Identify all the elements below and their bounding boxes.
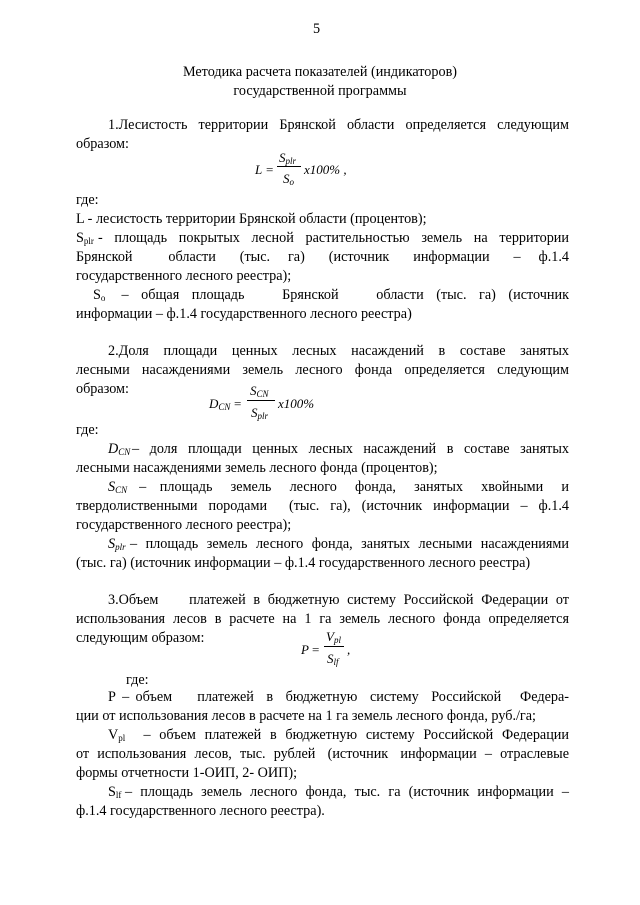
formula-numerator: $V_{pl}$: [326, 629, 341, 645]
section3-def-V-line3: формы отчетности 1-ОИП, 2- ОИП);: [76, 765, 298, 781]
section2-def-SCN-line2: твердолиственными породами (тыс. га), (источник информации – ф.1.4: [76, 498, 569, 514]
section3-def-V-symbol: $V_{pl}$: [108, 727, 126, 743]
formula-tail: ,: [347, 642, 351, 657]
section1-def-So-line1: – общая площадь Брянской области (тыс. га) (источник: [109, 287, 569, 303]
section3-def-P-line2: ции от использования лесов в расчете на 1 га земель лесного фонда, руб./га;: [76, 708, 536, 724]
section1-def-Splr-line1: - площадь покрытых лесной растительностью земель на территории: [98, 230, 569, 246]
section2-def-D-symbol: $D_{CN}$: [108, 441, 131, 457]
section2-def-SCN-symbol: $S_{CN}$: [108, 479, 128, 495]
page-number: 5: [313, 21, 321, 37]
section2-def-Splr-line1: – площадь земель лесного фонда, занятых лесными насаждениями: [130, 536, 569, 552]
formula-denominator: $S_{plr}$: [251, 405, 269, 421]
section2-def-D-line2: лесными насаждениями земель лесного фонда (процентов);: [76, 460, 438, 476]
section3-intro-line1: 3.Объем платежей в бюджетную систему Российской Федерации от: [108, 592, 569, 608]
section1-where: где:: [76, 192, 99, 208]
section1-def-So-line2: информации – ф.1.4 государственного лесного реестра): [76, 306, 412, 322]
formula-denominator: $S_{lf}$: [327, 651, 339, 667]
page-title-line1: Методика расчета показателей (индикаторов): [182, 64, 458, 80]
formula-lhs: L: [255, 162, 263, 177]
section1-def-Splr-symbol: $S_{plr}$: [76, 230, 94, 246]
section3-def-V-line2: от использования лесов, тыс. рублей (источник информации – отраслевые: [76, 746, 569, 762]
formula-lhs: P: [301, 642, 309, 657]
section1-def-Splr-line2: Брянской области (тыс. га) (источник информации – ф.1.4: [76, 249, 569, 265]
section3-def-Slf-line2: ф.1.4 государственного лесного реестра).: [76, 803, 325, 819]
section1-def-Splr-line3: государственного лесного реестра);: [76, 268, 292, 284]
section2-intro-line1: 2.Доля площади ценных лесных насаждений в составе занятых: [108, 343, 569, 359]
section2-def-Splr-symbol: $S_{plr}$: [108, 536, 126, 552]
section2-where: где:: [76, 422, 99, 438]
formula-eq: =: [234, 396, 242, 411]
formula-tail: x100%: [278, 396, 315, 411]
section2-def-D-line1: – доля площади ценных лесных насаждений в составе занятых: [132, 441, 569, 457]
section1-def-L: L - лесистость территории Брянской области (процентов);: [76, 211, 427, 227]
formula-numerator: $S_{plr}$: [279, 150, 297, 166]
formula-eq: =: [266, 162, 274, 177]
section2-def-SCN-line3: государственного лесного реестра);: [76, 517, 292, 533]
section3-def-V-line1: – объем платежей в бюджетную систему Российской Федерации: [126, 727, 569, 743]
section3-def-P-line1: Р – объем платежей в бюджетную систему Российской Федера-: [108, 689, 569, 705]
formula-lhs: $D_{CN}$: [209, 396, 231, 412]
section3-intro-line3: следующим образом:: [76, 630, 205, 646]
section3-intro-line2: использования лесов в расчете на 1 га земель лесного фонда определяется: [76, 611, 569, 627]
formula-numerator: $S_{CN}$: [250, 383, 269, 399]
formula-denominator: $S_o$: [283, 171, 294, 187]
section3-def-Slf-symbol: $S_{lf}$: [108, 784, 122, 800]
section3-def-Slf-line1: – площадь земель лесного фонда, тыс. га (источник информации –: [125, 784, 569, 800]
section2-def-SCN-line1: – площадь земель лесного фонда, занятых хвойными и: [130, 479, 569, 495]
section2-intro-line3: образом:: [76, 381, 129, 397]
formula-eq: =: [312, 642, 320, 657]
page-title-line2: государственной программы: [233, 83, 407, 99]
formula-tail: x100% ,: [304, 162, 347, 177]
section1-intro-line1: 1.Лесистость территории Брянской области определяется следующим: [108, 117, 569, 133]
section2-intro-line2: лесными насаждениями земель лесного фонда определяется следующим: [76, 362, 569, 378]
section2-def-Splr-line2: (тыс. га) (источник информации – ф.1.4 государственного лесного реестра): [76, 555, 531, 571]
section1-intro-line2: образом:: [76, 136, 129, 152]
section1-def-So-symbol: $S_o$: [93, 287, 106, 303]
section3-where: где:: [126, 672, 149, 688]
